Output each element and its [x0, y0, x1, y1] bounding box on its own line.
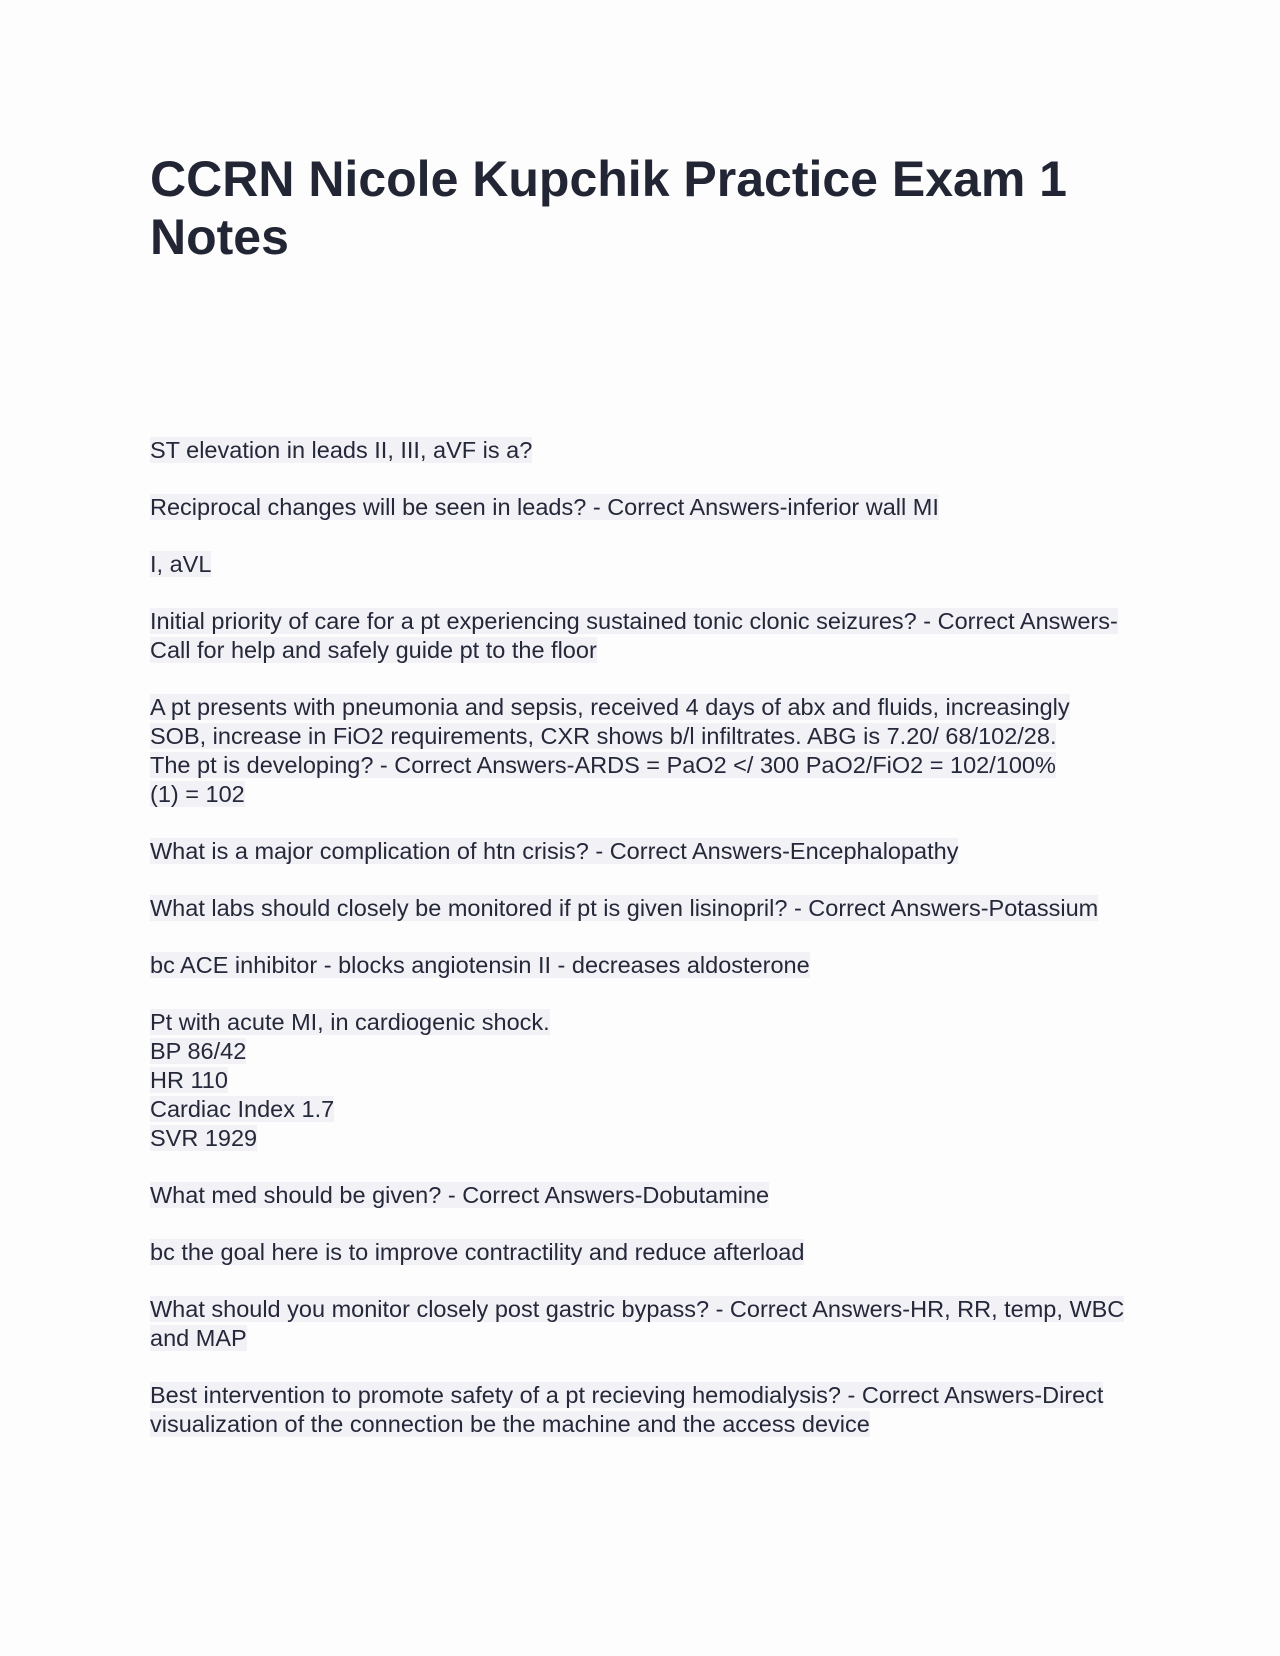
paragraph: [150, 1181, 1140, 1210]
paragraph: [150, 693, 1140, 809]
document-body: [150, 436, 1140, 1467]
paragraph-text: ST elevation in leads II, III, aVF is a?: [150, 437, 533, 463]
paragraph-text: What is a major complication of htn crisis? - Correct Answers-Encephalopathy: [150, 838, 959, 864]
case-line: BP 86/42: [150, 1038, 247, 1064]
paragraph: [150, 493, 1140, 522]
page-title: CCRN Nicole Kupchik Practice Exam 1 Notes: [150, 151, 1067, 265]
paragraph-text: I, aVL: [150, 551, 212, 577]
paragraph-text: What should you monitor closely post gastric bypass? - Correct Answers-HR, RR, temp, WBC and MAP: [150, 1296, 1125, 1351]
paragraph: [150, 1295, 1140, 1353]
paragraph: [150, 951, 1140, 980]
case-line: SVR 1929: [150, 1125, 258, 1151]
paragraph-text: Initial priority of care for a pt experiencing sustained tonic clonic seizures? - Correct Answers-Call for help and safely guide pt to the floor: [150, 608, 1118, 663]
case-line: Pt with acute MI, in cardiogenic shock.: [150, 1009, 550, 1035]
case-line: HR 110: [150, 1067, 228, 1093]
paragraph-text: What med should be given? - Correct Answers-Dobutamine: [150, 1182, 770, 1208]
paragraph-text: Best intervention to promote safety of a pt recieving hemodialysis? - Correct Answers-Direct visualization of the connection be the machine and the access device: [150, 1382, 1104, 1437]
paragraph: [150, 607, 1140, 665]
paragraph: [150, 436, 1140, 465]
case-line: Cardiac Index 1.7: [150, 1096, 335, 1122]
paragraph: [150, 837, 1140, 866]
paragraph-text: What labs should closely be monitored if pt is given lisinopril? - Correct Answers-Potassium: [150, 895, 1099, 921]
paragraph-text: bc ACE inhibitor - blocks angiotensin II - decreases aldosterone: [150, 952, 810, 978]
paragraph: [150, 1238, 1140, 1267]
paragraph: [150, 894, 1140, 923]
paragraph: [150, 550, 1140, 579]
paragraph-text: A pt presents with pneumonia and sepsis, received 4 days of abx and fluids, increasingly SOB, increase in FiO2 requirements, CXR shows b/l infiltrates. ABG is 7.20/ 68/102/28. The pt is developing? - Correct Answers-ARDS = PaO2 </ 300 PaO2/FiO2 = 102/100%(1) = 102: [150, 694, 1070, 807]
paragraph-text: Reciprocal changes will be seen in leads? - Correct Answers-inferior wall MI: [150, 494, 939, 520]
paragraph-text: bc the goal here is to improve contractility and reduce afterload: [150, 1239, 805, 1265]
paragraph: [150, 1381, 1140, 1439]
case-details: [150, 1008, 1140, 1153]
